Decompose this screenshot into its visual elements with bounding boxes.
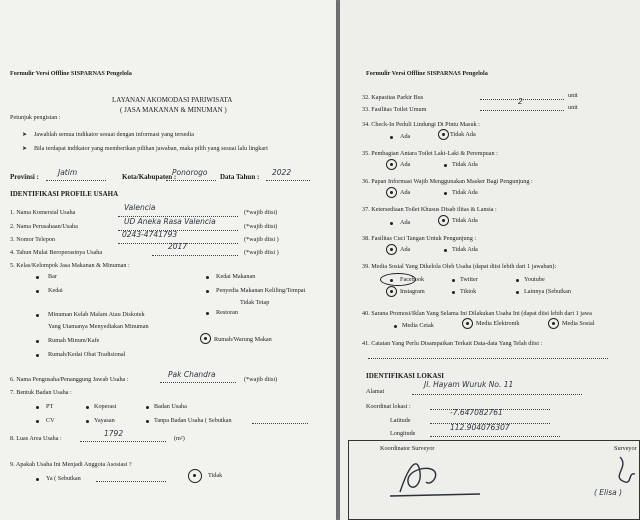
field-note: (*wajib diisi) [244,223,278,230]
q35-tidak-ada[interactable]: Tidak Ada [452,161,478,168]
penyelia-name: ( Elisa ) [594,488,623,497]
q33-unit: unit [568,104,578,111]
kelompok-option-cont: Yang Utamanya Menyediakan Minuman [48,323,149,330]
tahun-value[interactable]: 2022 [272,168,292,177]
penyelia-signature [590,452,640,492]
q36-tidak-ada[interactable]: Tidak Ada [452,189,478,196]
q38-tidak-ada[interactable]: Tidak Ada [452,246,478,253]
kelompok-option[interactable]: Rumah/Kedai Obat Tradisional [48,351,126,358]
bentuk-option[interactable]: PT [46,403,54,410]
latitude-label: Latitude [390,417,411,424]
bentuk-option[interactable]: Tanpa Badan Usaha ( Sebutkan [154,417,232,424]
field-tahun-operasi-label: 4. Tahun Mulai Beroperasinya Usaha [10,249,103,256]
bentuk-option[interactable]: CV [46,417,55,424]
bentuk-label: 7. Bentuk Badan Usaha : [10,389,72,396]
kelompok-option-cont: Tidak Tetap [240,299,270,306]
q37-label: 37. Ketersediaan Toilet Khusus Disab ilitas & Lansia : [362,206,497,213]
field-nama-perusahaan-label: 2. Nama Perusahaan/Usaha [10,223,78,230]
asosiasi-ya[interactable]: Ya ( Sebutkan [46,475,81,482]
kelompok-option[interactable]: Rumah Minum/Kafe [48,337,100,344]
field-nama-komersial-label: 1. Nama Komersial Usaha [10,209,76,216]
form-header: Formulir Versi Offline SISPARNAS Pengelola [10,70,132,77]
kelompok-option-selected[interactable]: Rumah/Warung Makan [214,336,272,343]
q39-youtube[interactable]: Youtube [524,276,545,283]
q39-facebook[interactable]: Facebook [400,276,425,283]
luas-value[interactable]: 1792 [104,429,124,438]
pengusaha-value[interactable]: Pak Chandra [168,370,216,379]
longitude-value[interactable]: 112.904076307 [450,423,510,432]
q35-ada[interactable]: Ada [400,161,411,168]
kelompok-option[interactable]: Minuman Kelab Malam Atau Diskotek [48,311,145,318]
field-telepon-value[interactable]: 0243-4741793 [122,230,178,239]
q41-label: 41. Catatan Yang Perlu Disampaikan Terkait Data-data Yang Telah diisi : [362,340,543,347]
kelompok-option[interactable]: Kedai Makanan [216,273,256,280]
luas-label: 8. Luas Area Usaha : [10,435,62,442]
q40-label: 40. Sarana Promosi/Iklan Yang Selama Ini Dilakukan Usaha Ini (dapat diisi lebih dari 1 jawa [362,310,592,317]
longitude-label: Longitude [390,430,416,437]
bentuk-option[interactable]: Badan Usaha [154,403,187,410]
q34-tidak-ada[interactable]: Tidak Ada [450,131,476,138]
penyelia-label: Surveyor [614,445,637,452]
kota-label: Kota/Kabupaten : [122,173,177,181]
field-note: (*wajib diisi) [244,209,278,216]
form-title: LAYANAN AKOMODASI PARIWISATA [112,96,233,104]
surveyor-signature [380,452,490,502]
q39-twitter[interactable]: Twitter [460,276,478,283]
tahun-label: Data Tahun : [220,173,260,181]
field-nama-komersial-value[interactable]: Valencia [124,203,156,212]
latitude-value[interactable]: -7.647082761 [450,408,503,417]
q40-media-sosial[interactable]: Media Sosial [562,320,595,327]
q38-ada[interactable]: Ada [400,246,411,253]
q40-media-elektronik[interactable]: Media Elektronik [476,320,520,327]
alamat-label: Alamat [366,388,385,395]
q39-lainnya[interactable]: Lainnya (Sebutkan [524,288,571,295]
kelompok-option[interactable]: Penyedia Makanan Keliling/Tempat [216,287,306,294]
kelompok-label: 5. Kelas/Kelompok Jasa Makanan & Minuman : [10,262,130,269]
field-note: (*wajib diisi ) [244,249,279,256]
kelompok-option[interactable]: Kedai [48,287,63,294]
luas-unit: (m²) [174,435,185,442]
field-tahun-operasi-value[interactable]: 2017 [168,242,188,251]
alamat-value[interactable]: Jl. Hayam Wuruk No. 11 [424,380,514,389]
bentuk-option[interactable]: Yayasan [94,417,115,424]
q34-label: 34. Check-In Peduli Lindungi Di Pintu Masuk : [362,121,480,128]
instructions-label: Petunjuk pengisian : [10,114,61,121]
q36-ada[interactable]: Ada [400,189,411,196]
q33-label: 33. Fasilitas Toilet Umum [362,106,427,113]
field-telepon-label: 3. Nomor Telepon [10,236,55,243]
field-note: (*wajib diisi ) [244,236,279,243]
q39-tiktok[interactable]: Tiktok [460,288,477,295]
surveyor-label: Koordinator Surveyor [380,445,435,452]
q32-label: 32. Kapasitas Parkir Bus [362,94,424,101]
instruction-bullet-icon: ➤ [22,131,28,138]
q38-label: 38. Fasilitas Cuci Tangan Untuk Pengunjung : [362,235,477,242]
q37-ada[interactable]: Ada [400,219,411,226]
q39-instagram[interactable]: Instagram [400,288,425,295]
instruction-1: Jawablah semua indikator sesuai dengan informasi yang tersedia [34,131,194,138]
pengusaha-label: 6. Nama Pengusaha/Penanggung Jawab Usaha : [10,376,129,383]
asosiasi-label: 9. Apakah Usaha Ini Menjadi Anggota Asosiasi ? [10,461,132,468]
q34-ada[interactable]: Ada [400,133,411,140]
right-form-page [340,0,640,520]
q33-value[interactable]: 2 [518,97,523,106]
q36-label: 36. Papan Informasi Wajib Menggunakan Masker Bagi Pengunjung : [362,178,533,185]
q32-unit: unit [568,92,578,99]
q40-media-cetak[interactable]: Media Cetak [402,322,434,329]
koordinat-label: Koordinat lokasi : [366,403,411,410]
kelompok-option[interactable]: Bar [48,273,57,280]
lokasi-title: IDENTIFIKASI LOKASI [366,372,444,380]
pengusaha-note: (*wajib diisi) [244,376,278,383]
provinsi-label: Provinsi : [10,173,39,181]
bentuk-option[interactable]: Koperasi [94,403,117,410]
q35-label: 35. Pembagian Antara Toilet Laki-Laki & Perempuan : [362,150,498,157]
form-header: Formulir Versi Offline SISPARNAS Pengelola [366,70,488,77]
instruction-bullet-icon: ➤ [22,145,28,152]
instruction-2: Bila terdapat indikator yang memberikan pilihan jawaban, maka pilih yang sesuai lalu lingkari [34,145,268,152]
kelompok-option[interactable]: Restoran [216,309,238,316]
asosiasi-tidak-selected[interactable]: Tidak [208,472,223,479]
section-title-profile: IDENTIFIKASI PROFILE USAHA [10,190,119,198]
form-subtitle: ( JASA MAKANAN & MINUMAN ) [120,106,227,114]
field-nama-perusahaan-value[interactable]: UD Aneka Rasa Valencia [124,217,216,226]
provinsi-value[interactable]: Jatim [58,168,78,177]
kota-value[interactable]: Ponorogo [172,168,208,177]
q39-label: 39. Media Sosial Yang Dikelola Oleh Usaha (dapat diisi lebih dari 1 jawaban): [362,263,557,270]
q37-tidak-ada[interactable]: Tidak Ada [452,217,478,224]
